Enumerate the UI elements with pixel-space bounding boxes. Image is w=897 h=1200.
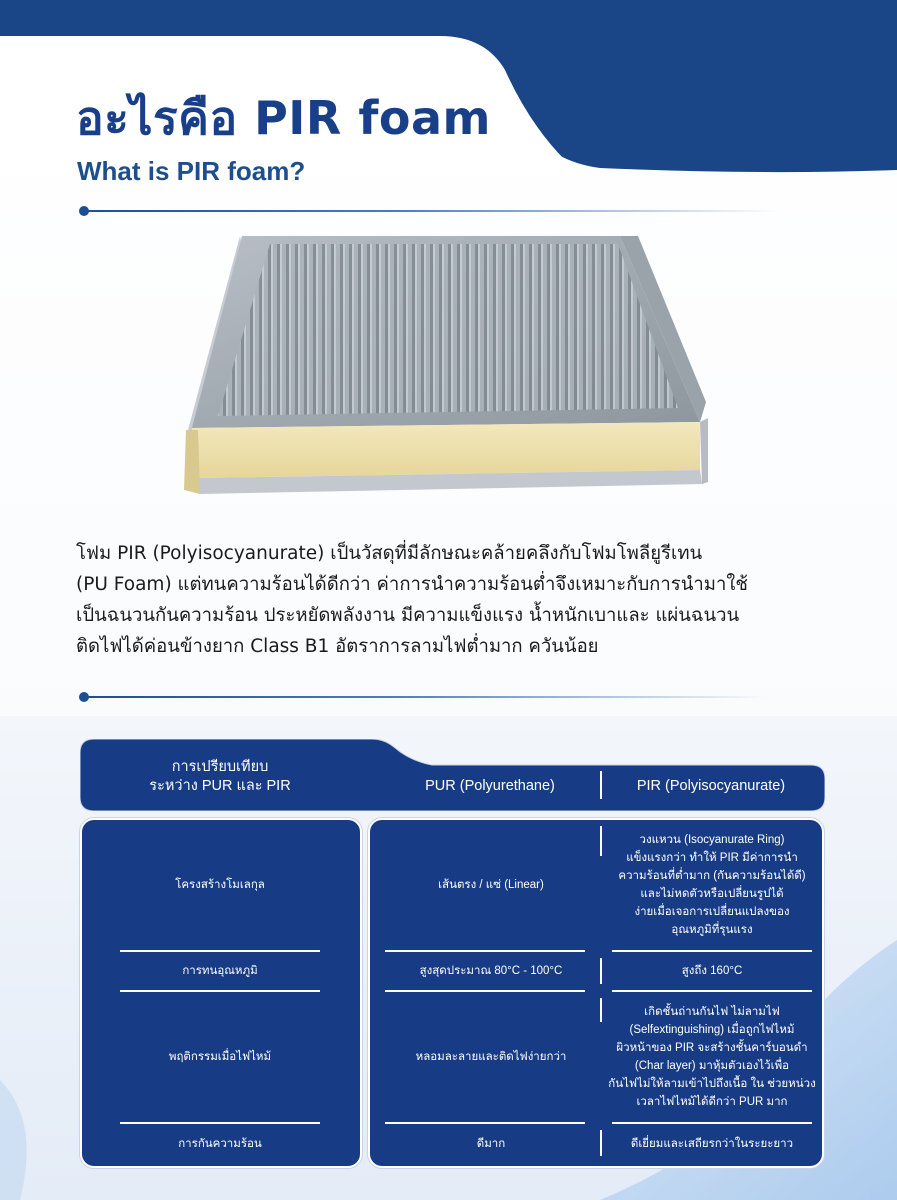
column-separator-row4 <box>600 1130 602 1156</box>
row-divider <box>120 1122 320 1124</box>
divider-line <box>85 696 769 698</box>
row-label-fire-behavior: พฤติกรรมเมื่อไฟไหม้ <box>168 1051 272 1063</box>
divider-line <box>85 210 779 212</box>
pir-panel-image <box>178 232 708 522</box>
pir-molecular-structure: วงแหวน (Isocyanurate Ring) แข็งแรงกว่า ทำให้ PIR มีค่าการนำ ความร้อนที่ต่ำมาก (กันความร้อนได้ดี) และไม่หดตัวหรือเปลี่ยนรูปได้ ง่ายเมื่อเจอการเปลี่ยนแปลงของ อุณหภูมิที่รุนแรง <box>618 834 806 936</box>
pur-molecular-structure: เส้นตรง / แซ่ (Linear) <box>438 879 544 891</box>
pir-temperature: สูงถึง 160°C <box>681 965 743 977</box>
row-divider <box>612 1122 812 1124</box>
column-header-pir: PIR (Polyisocyanurate) <box>636 778 786 794</box>
page-subtitle: What is PIR foam? <box>77 156 306 186</box>
column-separator-row3 <box>600 998 602 1022</box>
column-separator-row2 <box>600 958 602 984</box>
section-divider-top <box>79 205 779 217</box>
column-separator-top <box>600 826 602 856</box>
pir-fire-behavior: เกิดชั้นถ่านกันไฟ ไม่ลามไฟ (Selfextinguishing) เมื่อถูกไฟไหม้ ผิวหน้าของ PIR จะสร้างชั้นคาร์บอนดำ (Char layer) มาหุ้มตัวเองไว้เพื่อ กันไฟไม่ให้ลามเข้าไปถึงเนื้อ ใน ช่วยหน่วง เวลาไฟไหม้ได้ดีกว่า PUR มาก <box>608 1006 816 1108</box>
pur-insulation: ดีมาก <box>476 1138 506 1150</box>
row-divider <box>120 990 320 992</box>
row-label-temperature: การทนอุณหภูมิ <box>182 965 258 977</box>
row-divider <box>385 1122 585 1124</box>
column-header-pur: PUR (Polyurethane) <box>425 778 555 794</box>
row-divider <box>385 990 585 992</box>
header-column-separator <box>600 771 602 799</box>
pur-fire-behavior: หลอมละลายและติดไฟง่ายกว่า <box>415 1051 567 1063</box>
row-divider <box>612 990 812 992</box>
row-divider <box>120 950 320 952</box>
row-divider <box>612 950 812 952</box>
pir-insulation: ดีเยี่ยมและเสถียรกว่าในระยะยาว <box>630 1138 794 1150</box>
row-label-insulation: การกันความร้อน <box>178 1138 262 1150</box>
pur-temperature: สูงสุดประมาณ 80°C - 100°C <box>419 965 563 977</box>
pir-description: โฟม PIR (Polyisocyanurate) เป็นวัสดุที่มีลักษณะคล้ายคลึงกับโฟมโพลียูรีเทน (PU Foam) แต่ทนความร้อนได้ดีกว่า ค่าการนำความร้อนต่ำจึงเหมาะกับการนำมาใช้ เป็นฉนวนกันความร้อน ประหยัดพลังงาน มีความแข็งแรง น้ำหนักเบาและ แผ่นฉนวน ติดไฟได้ค่อนข้างยาก Class B1 อัตราการลามไฟต่ำมาก ควันน้อย <box>76 543 748 657</box>
row-label-molecular-structure: โครงสร้างโมเลกุล <box>175 879 265 891</box>
comparison-heading: การเปรียบเทียบ ระหว่าง PUR และ PIR <box>149 759 291 794</box>
row-divider <box>385 950 585 952</box>
page-title: อะไรคือ PIR foam <box>76 91 491 145</box>
section-divider-bottom <box>79 691 769 703</box>
